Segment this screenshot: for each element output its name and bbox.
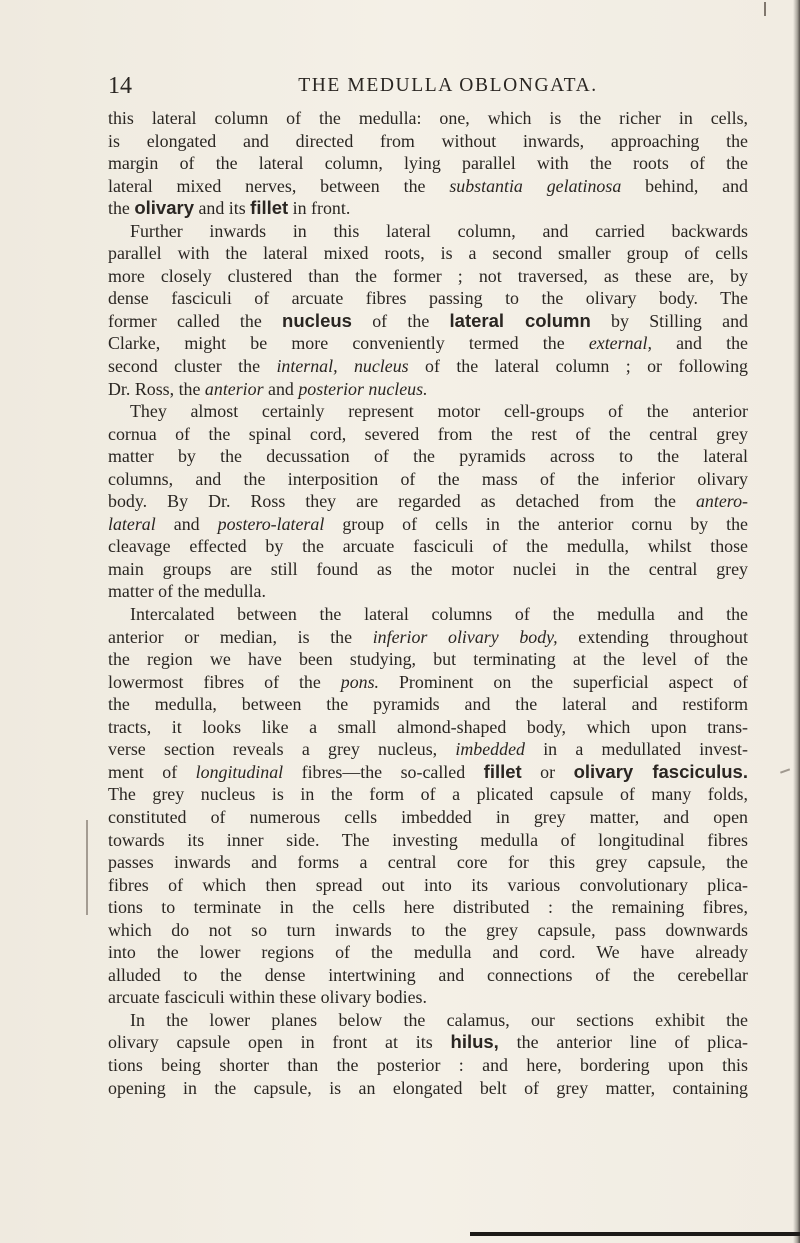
text-line: cleavage effected by the arcuate fasciculi of the medulla, whilst those [108,536,748,557]
text-line: lateral and postero-lateral group of cells in the anterior cornu by the [108,513,748,534]
text-line: Intercalated between the lateral columns of the medulla and the [130,604,748,625]
text-line: columns, and the interposition of the mass of the inferior olivary [108,468,748,489]
text-line: matter of the medulla. [108,581,266,602]
text-line: which do not so turn inwards to the grey capsule, pass downwards [108,919,748,940]
text-line: matter by the decussation of the pyramids across to the lateral [108,446,748,467]
text-line: parallel with the lateral mixed roots, is a second smaller group of cells [108,243,748,264]
text-line: They almost certainly represent motor cell-groups of the anterior [130,401,748,422]
page-number: 14 [108,73,132,99]
text-line: alluded to the dense intertwining and connections of the cerebellar [108,964,748,985]
text-line: main groups are still found as the motor nuclei in the central grey [108,558,748,579]
text-line: the medulla, between the pyramids and the lateral and restiform [108,694,748,715]
text-line: In the lower planes below the calamus, our sections exhibit the [130,1009,748,1030]
margin-pencil-mark [86,820,88,915]
text-line: the region we have been studying, but terminating at the level of the [108,649,748,670]
text-line: arcuate fasciculi within these olivary bodies. [108,987,427,1008]
text-line: fibres of which then spread out into its various convolutionary plica- [108,874,748,895]
running-title: THE MEDULLA OBLONGATA. [298,75,598,96]
page-edge-shadow [793,0,800,1243]
text-line: verse section reveals a grey nucleus, imbedded in a medullated invest- [108,739,748,760]
text-line: dense fasciculi of arcuate fibres passing to the olivary body. The [108,288,748,309]
text-line: cornua of the spinal cord, severed from the rest of the central grey [108,423,748,444]
page-header [108,72,748,102]
text-line: opening in the capsule, is an elongated belt of grey matter, containing [108,1077,748,1098]
text-line: lateral mixed nerves, between the substantia gelatinosa behind, and [108,175,748,196]
text-line: body. By Dr. Ross they are regarded as detached from the antero- [108,491,748,512]
scan-artifact-tick [764,2,766,16]
text-line: tions to terminate in the cells here distributed : the remaining fibres, [108,897,748,918]
text-line: The grey nucleus is in the form of a plicated capsule of many folds, [108,784,748,805]
text-line: olivary capsule open in front at its hilus, the anterior line of plica- [108,1031,748,1053]
text-line: tracts, it looks like a small almond-shaped body, which upon trans- [108,716,748,737]
text-line: former called the nucleus of the lateral column by Stilling and [108,309,748,331]
text-line: tions being shorter than the posterior : and here, bordering upon this [108,1054,748,1075]
body-text [108,107,748,1099]
text-line: Clarke, might be more conveniently termed the external, and the [108,333,748,354]
text-line: passes inwards and forms a central core for this grey capsule, the [108,852,748,873]
text-line: constituted of numerous cells imbedded in grey matter, and open [108,806,748,827]
text-line: ment of longitudinal fibres—the so-called fillet or olivary fasciculus. [108,760,748,782]
text-line: lowermost fibres of the pons. Prominent on the superficial aspect of [108,671,748,692]
text-line: is elongated and directed from without inwards, approaching the [108,130,748,151]
text-line: into the lower regions of the medulla and cord. We have already [108,942,748,963]
text-line: this lateral column of the medulla: one, which is the richer in cells, [108,108,748,128]
text-line: Dr. Ross, the anterior and posterior nucleus. [108,378,428,399]
page-bottom-edge [470,1232,800,1236]
text-line: towards its inner side. The investing medulla of longitudinal fibres [108,829,748,850]
scan-artifact-mark [780,768,790,773]
text-line: second cluster the internal, nucleus of the lateral column ; or following [108,356,748,377]
text-line: Further inwards in this lateral column, and carried backwards [130,220,748,241]
text-line: anterior or median, is the inferior olivary body, extending throughout [108,626,748,647]
text-line: margin of the lateral column, lying parallel with the roots of the [108,153,748,174]
text-line: more closely clustered than the former ; not traversed, as these are, by [108,265,748,286]
text-line: the olivary and its fillet in front. [108,197,351,219]
